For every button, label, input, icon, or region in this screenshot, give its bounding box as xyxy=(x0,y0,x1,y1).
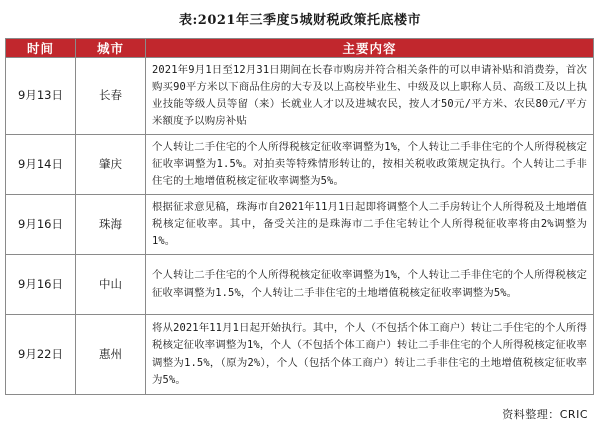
row-date: 9月14日 xyxy=(6,135,76,195)
row-city: 肇庆 xyxy=(76,135,146,195)
source-note: 资料整理：CRIC xyxy=(502,408,588,421)
row-city: 珠海 xyxy=(76,195,146,255)
row-content: 个人转让二手住宅的个人所得税核定征收率调整为1%，个人转让二手非住宅的个人所得税核定征收率调整为1.5%，个人转让二手非住宅的土地增值税核定征收率调整为5%。 xyxy=(146,255,594,315)
table-header-row xyxy=(6,39,594,58)
row-date: 9月16日 xyxy=(6,195,76,255)
table-row xyxy=(6,315,594,395)
row-city: 惠州 xyxy=(76,315,146,395)
table-row xyxy=(6,195,594,255)
row-content: 2021年9月1日至12月31日期间在长春市购房并符合相关条件的可以申请补贴和消费券，首次购买90平方米以下商品住房的大专及以上高校毕业生、中级及以上职称人员、高级工及以上执业技能等级人员等留（来）长就业人才以及进城农民，按人才50元/平方米、农民80元/平方米额度予以购房补贴 xyxy=(146,58,594,135)
row-city: 中山 xyxy=(76,255,146,315)
table-row xyxy=(6,58,594,135)
row-date: 9月22日 xyxy=(6,315,76,395)
column-header-city: 城市 xyxy=(76,39,146,58)
row-content: 根据征求意见稿，珠海市自2021年11月1日起即将调整个人二手房转让个人所得税及土地增值税核定征收率。其中，备受关注的是珠海市二手住宅转让个人所得税征收率将由2%调整为1%。 xyxy=(146,195,594,255)
policy-table xyxy=(5,38,594,395)
row-content: 个人转让二手住宅的个人所得税核定征收率调整为1%，个人转让二手非住宅的个人所得税核定征收率调整为1.5%。对拍卖等特殊情形转让的，按相关税收政策规定执行。个人转让二手非住宅的土地增值税核定征收率调整为5%。 xyxy=(146,135,594,195)
table-row xyxy=(6,255,594,315)
table-title: 表:2021年三季度5城财税政策托底楼市 xyxy=(178,13,422,28)
row-content: 将从2021年11月1日起开始执行。其中，个人（不包括个体工商户）转让二手住宅的个人所得税核定征收率调整为1%，个人（不包括个体工商户）转让二手非住宅的个人所得税核定征收率调整为1.5%，（原为2%），个人（包括个体工商户）转让二手非住宅的土地增值税核定征收率为5%。 xyxy=(146,315,594,395)
column-header-content: 主要内容 xyxy=(146,39,594,58)
row-city: 长春 xyxy=(76,58,146,135)
table-row xyxy=(6,135,594,195)
row-date: 9月16日 xyxy=(6,255,76,315)
row-date: 9月13日 xyxy=(6,58,76,135)
column-header-time: 时间 xyxy=(6,39,76,58)
